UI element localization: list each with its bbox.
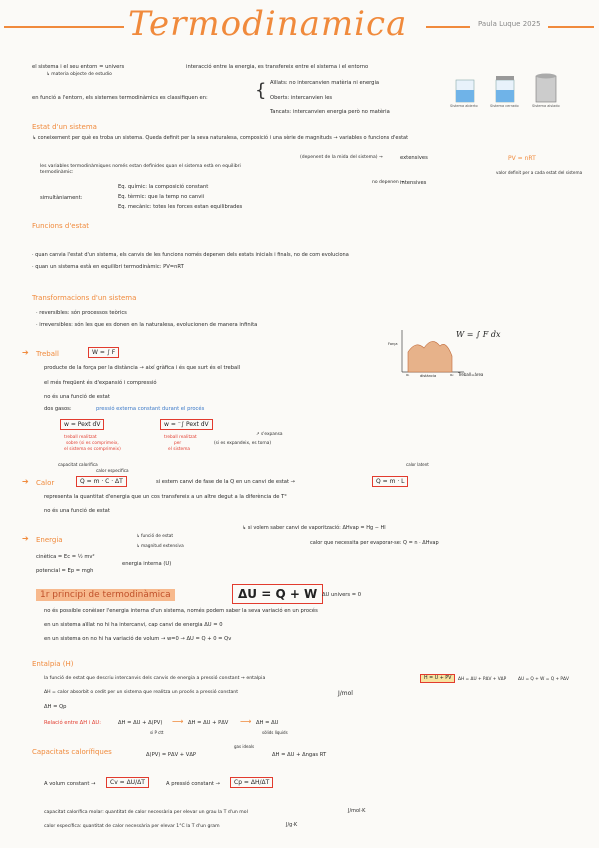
author-label: Paula Luque 2025 bbox=[478, 20, 541, 28]
capac-l4: calor específica: quantitat de calor necessària per elevar 1°C la T d'un gram bbox=[44, 824, 220, 829]
entalpia-rel6: ΔH = ΔU + Δngas RT bbox=[272, 752, 327, 758]
work-graph: Força distància x₁ x₂ Treball=àrea W = ∫ F dx bbox=[388, 330, 501, 378]
treball-n1c: el sistema es comprimeix) bbox=[64, 447, 121, 452]
treball-l5: pressió externa constant durant el procés bbox=[96, 406, 205, 412]
page-title: Termodinamica bbox=[128, 4, 408, 44]
estat-ext: extensives bbox=[400, 155, 428, 161]
funcions-b1: · quan canvia l'estat d'un sistema, els canvis de les funcions només depenen dels estats inicials i finals, no de com evoluciona bbox=[32, 252, 349, 258]
entalpia-r2: ΔU = Q + W = Q + PΔV bbox=[518, 677, 569, 682]
energia-l2: potencial = Ep = mgh bbox=[36, 568, 94, 574]
heading-principi: 1r principi de termodinàmica bbox=[36, 589, 175, 601]
state-equation: PV = nRT bbox=[508, 155, 536, 162]
estat-simul: simultàniament: bbox=[40, 195, 83, 201]
entalpia-rel3: ΔH = ΔU bbox=[256, 720, 279, 726]
treball-n2a: treball realitzat bbox=[164, 435, 197, 440]
type-aillats: Aïllats: no intercanvien matèria ni energia bbox=[270, 80, 380, 86]
entalpia-l1: la funció de estat que descriu intercanvis dels canvis de energia a pressió constant → entalpia bbox=[44, 676, 266, 681]
entalpia-box: H = U + PV bbox=[420, 674, 455, 683]
type-tancats: Tancats: intercanvien energia però no matèria bbox=[270, 109, 390, 115]
intro-line2: en funció a l'entorn, els sistemes termodinàmics es classifiquen en: bbox=[32, 95, 208, 101]
principi-l2: en un sistema aïllat no hi ha intercanvi, cap canvi de energia ΔU = 0 bbox=[44, 622, 223, 628]
treball-n3: (si es expandeix, es torna) bbox=[214, 441, 272, 446]
treball-n2b: per bbox=[174, 441, 182, 446]
capac-l3: capacitat calorífica molar: quantitat de calor necessària per elevar un grau la T d'un mol bbox=[44, 810, 248, 815]
treball-l2: el més freqüent és d'expansió i compressió bbox=[44, 380, 157, 386]
eq-quimic: Eq. químic: la composició constant bbox=[118, 184, 209, 190]
capac-l1: A volum constant → bbox=[44, 781, 96, 787]
entalpia-l3: ΔH = Qp bbox=[44, 704, 67, 710]
entalpia-r1: ΔH = ΔU + PΔV + VΔP bbox=[458, 677, 507, 682]
treball-n4: ↗ s'expansa bbox=[256, 432, 283, 437]
energia-n1: ↳ funció de estat bbox=[136, 534, 174, 539]
entalpia-unit: J/mol bbox=[338, 690, 353, 697]
entalpia-rel1: ΔH = ΔU + Δ(PV) bbox=[118, 720, 163, 726]
entalpia-rel2: ΔH = ΔU + PΔV bbox=[188, 720, 229, 726]
heading-funcions: Funcions d'estat bbox=[32, 222, 90, 230]
capac-cv: Cv = ΔU/ΔT bbox=[106, 777, 149, 788]
estat-line1: ↳ coneixement per què es troba un sistema. Queda definit per la seva naturalesa, composició i una sèrie de magnituds → variables o funcions d'estat bbox=[32, 135, 409, 141]
brace: { bbox=[255, 80, 267, 101]
systems-illustration: Sistema abierto Sistema cerrado Sistema aislado bbox=[450, 66, 570, 114]
eq-mecanic: Eq. mecànic: totes les forces estan equilibrades bbox=[118, 204, 243, 210]
arrow-icon: ➔ bbox=[22, 348, 29, 357]
intro-line1b: interacció entre la energia, es transfereix entre el sistema i el entorno bbox=[186, 64, 369, 70]
treball-f1: w = Pext dV bbox=[60, 419, 104, 430]
capac-u4: J/g·K bbox=[286, 822, 298, 828]
calor-n1: capacitat calorífica bbox=[58, 462, 98, 467]
intro-line1: el sistema i el seu entorn = univers bbox=[32, 64, 125, 70]
treball-formula: W = ∫ F bbox=[88, 347, 119, 358]
arrow-icon: ⟶ bbox=[240, 717, 252, 726]
transf-b1: · reversibles: són processos teòrics bbox=[36, 310, 127, 316]
treball-n1a: treball realitzat bbox=[64, 435, 97, 440]
arrow-icon: ➔ bbox=[22, 534, 29, 543]
header-rule-right bbox=[548, 26, 594, 28]
heading-estat: Estat d'un sistema bbox=[32, 123, 97, 131]
transf-b2: · irreversibles: són les que es donen en la naturalesa, evolucionen de manera infinita bbox=[36, 322, 258, 328]
eq-termic: Eq. tèrmic: que la temp no canvii bbox=[118, 194, 205, 200]
type-oberts: Oberts: intercanvien les bbox=[270, 95, 333, 101]
entalpia-relnote2: sòlids líquids bbox=[262, 730, 288, 735]
state-eq-note: valor definit per a cada estat del sistema bbox=[496, 170, 583, 175]
treball-l1: producte de la força per la distància → així gràfica i és que surt és el treball bbox=[44, 365, 241, 371]
heading-treball: Treball bbox=[36, 350, 59, 358]
header-rule-left bbox=[4, 26, 124, 28]
entalpia-rel4: Δ(PV) = PΔV + VΔP bbox=[146, 752, 197, 758]
estat-line2: les variables termodinàmiques només estan definides quan el sistema està en equilibri termodinàmic: bbox=[40, 164, 241, 175]
heading-calor: Calor bbox=[36, 479, 55, 487]
estat-note2: no depenen → bbox=[372, 180, 404, 185]
capac-cp: Cp = ΔH/ΔT bbox=[230, 777, 273, 788]
entalpia-l2: ΔH = calor absorbit o cedit per un sistema que realitza un procés a pressió constant bbox=[44, 690, 239, 695]
energia-n2: ↳ magnitud extensiva bbox=[136, 544, 184, 549]
heading-transf: Transformacions d'un sistema bbox=[32, 294, 137, 302]
header-rule-mid bbox=[426, 26, 470, 28]
energia-l3: energia interna (U) bbox=[122, 561, 172, 567]
entalpia-relnote1: si P ctt bbox=[150, 730, 164, 735]
heading-entalpia: Entalpia (H) bbox=[32, 660, 74, 668]
entalpia-rel5: gas ideals bbox=[234, 744, 255, 749]
entalpia-rel: Relació entre ΔH i ΔU: bbox=[44, 720, 101, 726]
calor-f1: Q = m · C · ΔT bbox=[76, 476, 127, 487]
treball-l4: dos gasos: bbox=[44, 406, 72, 412]
funcions-b2: · quan un sistema està en equilibri termodinàmic: PV=nRT bbox=[32, 264, 184, 270]
capac-u3: J/mol·K bbox=[348, 808, 366, 814]
arrow-icon: ➔ bbox=[22, 477, 29, 486]
principi-l3: en un sistema on no hi ha variació de volum → w=0 → ΔU = Q + 0 = Qv bbox=[44, 636, 232, 642]
calor-f2: Q = m · L bbox=[372, 476, 408, 487]
calor-l4: ↳ si volem saber canvi de vaporització: ΔHvap = Hg − Hl bbox=[242, 525, 386, 531]
calor-l3: no és una funció de estat bbox=[44, 508, 110, 514]
calor-l2: representa la quantitat d'energia que un cos transfereix a un altre degut a la diferència de T° bbox=[44, 494, 287, 500]
heading-energia: Energia bbox=[36, 536, 63, 544]
estat-int: intensives bbox=[400, 180, 427, 186]
principi-l1: no és possible conèixer l'energia interna d'un sistema, només podem saber la seva variació en un procés bbox=[44, 608, 318, 614]
treball-n2c: el sistema bbox=[168, 447, 191, 452]
estat-note1: (depenent de la mida del sistema) → bbox=[300, 155, 383, 160]
treball-n1b: sobre (si es comprimeix, bbox=[66, 441, 119, 446]
treball-f2: w = ⁻∫ Pext dV bbox=[160, 419, 213, 430]
calor-f2note: calor latent bbox=[406, 462, 429, 467]
principi-side: ΔU univers = 0 bbox=[322, 592, 362, 598]
capac-l2: A pressió constant → bbox=[166, 781, 220, 787]
heading-capacitats: Capacitats calorífiques bbox=[32, 748, 112, 756]
energia-l1: cinètica = Ec = ½ mv² bbox=[36, 554, 95, 560]
arrow-icon: ⟶ bbox=[172, 717, 184, 726]
treball-l3: no és una funció de estat bbox=[44, 394, 110, 400]
calor-n2: calor específica bbox=[96, 468, 129, 473]
calor-l1: si estem canvi de fase de la Q en un canvi de estat → bbox=[156, 479, 296, 485]
principi-formula: ΔU = Q + W bbox=[232, 584, 323, 604]
intro-line1c: ↳ materia objecte de estudio bbox=[46, 72, 112, 77]
calor-l5: calor que necessita per evaporar-se: Q = n · ΔHvap bbox=[310, 540, 439, 546]
